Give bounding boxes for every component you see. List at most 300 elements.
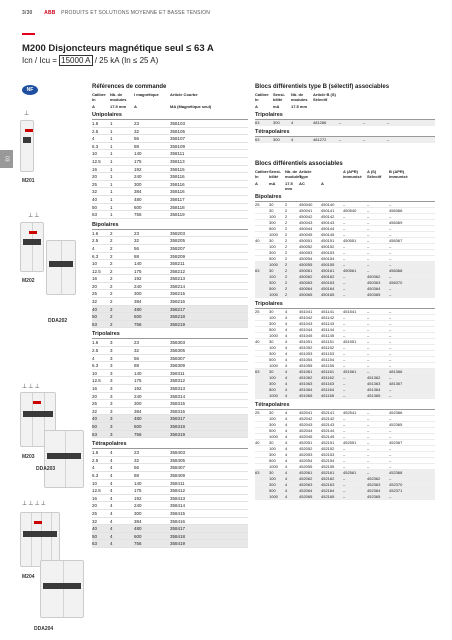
table-cell: 452045 [299, 434, 313, 439]
table-cell: 450165 [321, 292, 335, 297]
table-row [92, 321, 248, 329]
table-cell: 452055 [299, 464, 313, 469]
table-cell: 451365 [367, 393, 381, 398]
table-cell: 140 [134, 151, 142, 157]
table-cell: – [343, 262, 346, 267]
table-cell: 450045 [299, 232, 313, 237]
table-cell: 1000 [269, 333, 278, 338]
table-cell: – [343, 416, 346, 421]
table-cell: 30 [269, 470, 274, 475]
table-cell [255, 345, 269, 350]
table-cell: – [343, 232, 346, 237]
order-reference-table [92, 84, 248, 548]
table-cell [255, 422, 269, 427]
table-cell: 450061 [299, 268, 313, 273]
m201-product-image [20, 120, 34, 172]
table-cell: 452155 [321, 464, 335, 469]
table-row [92, 339, 248, 347]
table-cell: 4 [110, 526, 113, 532]
table-cell: 480 [134, 526, 142, 532]
table-cell: – [389, 333, 392, 338]
table-cell: – [343, 214, 346, 219]
table-cell: 100 [269, 476, 276, 481]
table-cell: – [367, 410, 370, 415]
column-header: Sensi-bilité [273, 92, 286, 102]
table-cell: 16 [92, 495, 98, 501]
table-cell: 3 [110, 355, 113, 361]
table-cell: 1000 [269, 434, 278, 439]
table-cell: 452363 [367, 482, 381, 487]
table-cell: – [367, 315, 370, 320]
table-cell: 756 [134, 431, 142, 437]
table-cell: 6.3 [92, 253, 99, 259]
table-cell: 451164 [321, 387, 335, 392]
table-cell: 50 [92, 423, 98, 429]
table-cell: – [389, 321, 392, 326]
table-cell: 4 [110, 488, 113, 494]
table-cell: 3 [110, 386, 113, 391]
table-cell: 358317 [170, 416, 186, 422]
table-cell: 4 [285, 458, 288, 463]
table-cell: 452151 [321, 440, 335, 445]
table-cell: 30 [269, 339, 274, 344]
table-cell: – [389, 244, 392, 249]
table-cell: 175 [134, 268, 142, 274]
table-cell: 32 [134, 457, 140, 463]
table-cell: 4 [285, 387, 288, 392]
table-cell: 2 [110, 321, 113, 327]
table-cell: 2 [285, 232, 288, 237]
table-cell: 23 [134, 121, 140, 126]
table-cell: 358417 [170, 526, 186, 532]
table-cell: 1 [110, 181, 113, 187]
table-cell: – [367, 363, 370, 368]
table-cell: – [389, 464, 392, 469]
column-unit: A [255, 181, 258, 186]
table-cell: 4 [285, 452, 288, 457]
table-cell: 300 [269, 351, 276, 356]
table-cell: 452551 [343, 440, 357, 445]
table-cell: 300 [269, 422, 276, 427]
table-cell: 10 [92, 151, 98, 157]
table-cell: 600 [134, 423, 142, 429]
table-cell: 50 [92, 533, 98, 539]
table-cell: 6.3 [92, 472, 99, 478]
table-row [92, 362, 248, 370]
table-cell: 1000 [269, 292, 278, 297]
table-cell: 358409 [170, 472, 186, 478]
table-cell: 1 [110, 196, 113, 202]
table-cell: 452162 [321, 476, 335, 481]
table-cell: 450043 [299, 220, 313, 225]
table-cell: – [343, 280, 346, 285]
table-cell [255, 315, 269, 320]
table-cell: 451144 [321, 327, 335, 332]
table-row [92, 283, 248, 291]
table-cell: 2 [110, 268, 113, 274]
table-cell: 2 [285, 262, 288, 267]
product-label-dda203: DDA203 [36, 466, 56, 472]
table-cell [255, 494, 269, 499]
table-cell [255, 363, 269, 368]
table-cell: – [367, 309, 370, 314]
table-cell: 3 [110, 408, 113, 414]
table-cell: 2 [110, 314, 113, 320]
table-row [92, 370, 248, 378]
table-cell: 358116 [170, 189, 185, 195]
table-row [92, 245, 248, 253]
table-row [92, 355, 248, 363]
table-cell: 452062 [299, 476, 313, 481]
table-cell: 30 [269, 309, 274, 314]
table-cell: 756 [134, 541, 142, 547]
table-cell: 500 [269, 226, 276, 231]
table-cell: 300 [269, 381, 276, 386]
table-cell: 10 [92, 261, 98, 267]
table-cell: 32 [134, 348, 140, 354]
table-row [92, 393, 248, 401]
table-cell: 4 [285, 369, 288, 374]
table-cell: 175 [134, 378, 142, 384]
table-cell: – [367, 416, 370, 421]
table-cell: 10 [92, 480, 98, 486]
table-cell: 88 [134, 472, 140, 478]
table-cell: 175 [134, 488, 142, 494]
table-cell: 358403 [170, 450, 186, 456]
table-cell: 2 [110, 261, 113, 267]
table-cell: 452044 [299, 428, 313, 433]
table-cell: 451165 [321, 393, 335, 398]
table-row [92, 211, 248, 219]
table-cell: 452371 [389, 488, 403, 493]
table-cell: 358312 [170, 378, 186, 384]
table-cell: 450053 [299, 250, 313, 255]
table-cell: 25 [92, 291, 98, 297]
table-cell: 358414 [170, 503, 186, 509]
table-cell: 452164 [321, 488, 335, 493]
table-cell: 100 [269, 375, 276, 380]
table-cell: – [389, 315, 392, 320]
column-unit: mA [273, 104, 280, 109]
table-cell: 63 [92, 321, 98, 327]
table-cell: 56 [134, 465, 140, 471]
table-cell: – [367, 268, 370, 273]
column-unit: A [255, 104, 258, 109]
table-cell: – [343, 345, 346, 350]
table-cell: – [343, 494, 346, 499]
table-cell: 451064 [299, 387, 313, 392]
table-cell: 358115 [170, 166, 185, 172]
table-cell: 300 [134, 181, 142, 187]
table-cell: 1000 [269, 494, 278, 499]
table-cell: 2 [285, 244, 288, 249]
table-cell: 300 [269, 250, 276, 255]
table-cell: 25 [255, 309, 260, 314]
table-cell: 358107 [170, 136, 186, 142]
table-cell: – [367, 321, 370, 326]
table-cell [255, 351, 269, 356]
m202-product-image [20, 222, 44, 272]
table-cell: 16 [92, 166, 98, 172]
table-row [92, 464, 248, 472]
running-title: PRODUITS ET SOLUTIONS MOYENNE ET BASSE TENSION [61, 10, 211, 16]
table-cell: 63 [255, 369, 260, 374]
table-cell [255, 452, 269, 457]
table-cell: 4 [291, 120, 294, 125]
table-cell: 4 [285, 434, 288, 439]
table-title: Références de commande [92, 84, 167, 90]
table-cell: 4 [285, 482, 288, 487]
table-cell: – [343, 482, 346, 487]
table-cell: 300 [269, 280, 276, 285]
table-cell: 63 [255, 268, 260, 273]
table-cell: – [389, 262, 392, 267]
table-cell: 300 [134, 401, 142, 407]
column-header: I magnétique [134, 92, 159, 97]
table-cell: 358415 [170, 510, 186, 516]
table-cell: 12.5 [92, 378, 101, 384]
table-cell: – [389, 274, 392, 279]
table-cell: 2 [110, 253, 113, 259]
table-row [92, 385, 248, 393]
table-cell: 450062 [299, 274, 313, 279]
table-cell: – [343, 220, 346, 225]
table-row [92, 158, 248, 166]
table-cell: 300 [134, 291, 142, 297]
dda204-product-image [40, 560, 84, 618]
table-cell: 4 [110, 465, 113, 471]
section-heading: Bipolaires [255, 194, 435, 202]
table-cell: 450065 [299, 292, 313, 297]
table-cell: – [367, 434, 370, 439]
table-cell: 450041 [299, 208, 313, 213]
table-cell: 451063 [299, 381, 313, 386]
table-row [92, 423, 248, 431]
column-header: Calibre In [92, 92, 106, 102]
table-cell: 4 [110, 450, 113, 456]
table-cell: 192 [134, 495, 142, 501]
table-cell: 450054 [299, 256, 313, 261]
table-cell: 100 [269, 274, 276, 279]
column-unit: A [92, 104, 95, 109]
table-cell: – [389, 292, 392, 297]
subtitle-pre: Icn / Icu = [22, 56, 60, 65]
table-cell: 450040 [299, 202, 313, 207]
table-cell [255, 464, 269, 469]
table-cell: 384 [134, 299, 142, 305]
table-cell: 40 [255, 440, 260, 445]
table-cell: 4 [92, 355, 95, 361]
table-cell: 63 [92, 212, 98, 218]
table-cell: 2 [285, 292, 288, 297]
product-label-dda202: DDA202 [48, 318, 68, 324]
table-cell [255, 446, 269, 451]
table-cell: – [343, 286, 346, 291]
table-cell: 12.5 [92, 158, 101, 164]
table-cell: 358213 [170, 276, 186, 282]
table-row [92, 188, 248, 196]
table-cell: – [367, 226, 370, 231]
table-cell: 4 [285, 422, 288, 427]
table-cell: 192 [134, 386, 142, 391]
table-cell: 2 [285, 220, 288, 225]
table-cell: 358116 [170, 181, 185, 187]
side-tab: 03 [0, 150, 13, 168]
table-cell: 3 [110, 431, 113, 437]
table-cell: 450044 [299, 226, 313, 231]
table-cell: 20 [92, 283, 98, 289]
table-cell: – [343, 476, 346, 481]
section-heading: Tétrapolaires [255, 402, 435, 410]
table-cell: 30 [269, 202, 274, 207]
table-cell: 450051 [299, 238, 313, 243]
table-cell: 100 [269, 214, 276, 219]
table-cell: 358205 [170, 238, 186, 244]
table-cell: 358315 [170, 401, 186, 407]
table-cell [255, 321, 269, 326]
table-cell: – [343, 292, 346, 297]
table-cell: 240 [134, 393, 142, 399]
page-header [22, 10, 210, 16]
table-cell: – [389, 357, 392, 362]
table-cell: 63 [255, 137, 260, 142]
table-cell: 4 [285, 428, 288, 433]
table-cell: 358314 [170, 393, 186, 399]
table-cell: – [389, 458, 392, 463]
table-cell: 358407 [170, 465, 186, 471]
table-cell: 450551 [343, 238, 357, 243]
table-cell: 32 [92, 299, 98, 305]
table-cell: 1 [110, 128, 113, 134]
table-cell: 450164 [321, 286, 335, 291]
table-units [255, 181, 435, 191]
table-cell: – [343, 428, 346, 433]
table-cell: 452145 [321, 434, 335, 439]
table-row [92, 495, 248, 503]
table-cell: 25 [255, 410, 260, 415]
table-cell: 12.5 [92, 488, 101, 494]
table-cell: 300 [269, 321, 276, 326]
table-cell [255, 387, 269, 392]
table-cell [255, 244, 269, 249]
table-cell: 32 [134, 238, 140, 244]
table-cell: 4 [285, 476, 288, 481]
table-cell: – [343, 274, 346, 279]
table-row [92, 275, 248, 283]
table-cell: 451142 [321, 315, 335, 320]
table-cell: 4 [285, 327, 288, 332]
table-cell: 20 [92, 503, 98, 509]
table-cell: 384 [134, 189, 142, 195]
column-header: B (APR) immunisé [389, 169, 408, 179]
table-cell: 451044 [299, 327, 313, 332]
table-row [92, 135, 248, 143]
table-row [255, 120, 435, 126]
table-cell: 450140 [321, 202, 335, 207]
table-cell: 451541 [343, 309, 357, 314]
table-row [92, 510, 248, 518]
table-cell: 4 [110, 480, 113, 486]
table-cell: 1000 [269, 232, 278, 237]
table-cell: 4 [110, 495, 113, 501]
table-cell [255, 232, 269, 237]
column-header: Nb. de modules [285, 169, 302, 179]
table-headers [255, 169, 435, 179]
table-cell: 450163 [321, 280, 335, 285]
table-row [255, 494, 435, 500]
table-cell: 450141 [321, 208, 335, 213]
table-cell: – [389, 428, 392, 433]
table-cell: – [389, 446, 392, 451]
table-cell: 63 [255, 120, 260, 125]
table-cell: – [343, 333, 346, 338]
table-cell: 451153 [321, 351, 335, 356]
table-cell: 451052 [299, 345, 313, 350]
table-row [92, 415, 248, 423]
table-cell: 4 [285, 357, 288, 362]
column-header [321, 169, 343, 179]
column-header: Sensi-bilité [269, 169, 282, 179]
table-cell: 2 [110, 276, 113, 282]
table-cell: 451041 [299, 309, 313, 314]
table-cell: 481272 [313, 137, 327, 142]
table-cell [255, 220, 269, 225]
table-cell: – [367, 458, 370, 463]
table-cell: 358405 [170, 457, 186, 463]
table-cell: – [343, 452, 346, 457]
table-cell: 600 [134, 204, 142, 210]
table-cell: – [389, 452, 392, 457]
page-title: M200 Disjoncteurs magnétique seul ≤ 63 A [22, 43, 214, 54]
table-cell: 451054 [299, 357, 313, 362]
table-cell: 2 [110, 299, 113, 305]
column-header: Nb. de modules [110, 92, 127, 102]
table-cell: 358319 [170, 431, 186, 437]
table-cell: 2.5 [92, 238, 99, 244]
table-cell: 451155 [321, 363, 335, 368]
table-row [255, 137, 435, 143]
table-cell: 192 [134, 276, 142, 282]
table-cell: 4 [285, 470, 288, 475]
table-cell [255, 274, 269, 279]
table-cell: 756 [134, 212, 142, 218]
table-cell: – [367, 428, 370, 433]
table-cell: 300 [269, 452, 276, 457]
table-cell: 452065 [299, 494, 313, 499]
table-cell: – [389, 202, 392, 207]
table-cell: 480 [134, 416, 142, 422]
section-heading: Tripolaires [92, 331, 248, 339]
table-cell: 450145 [321, 232, 335, 237]
table-cell: 56 [134, 245, 140, 251]
table-units [255, 104, 435, 109]
product-label-m202: M202 [22, 278, 35, 284]
table-cell: 300 [269, 220, 276, 225]
table-cell: – [367, 214, 370, 219]
table-cell: 192 [134, 166, 142, 172]
table-cell: 456370 [389, 280, 403, 285]
table-cell: 1 [110, 212, 113, 218]
table-cell: 32 [92, 518, 98, 524]
table-cell: 23 [134, 450, 140, 456]
table-cell: 4 [285, 333, 288, 338]
table-cell: 452154 [321, 458, 335, 463]
table-cell: 4 [285, 339, 288, 344]
column-header: Nb. de modules [291, 92, 308, 102]
column-header: A (S) Sélectif [367, 169, 382, 179]
table-cell: – [367, 250, 370, 255]
table-cell: 452141 [321, 410, 335, 415]
